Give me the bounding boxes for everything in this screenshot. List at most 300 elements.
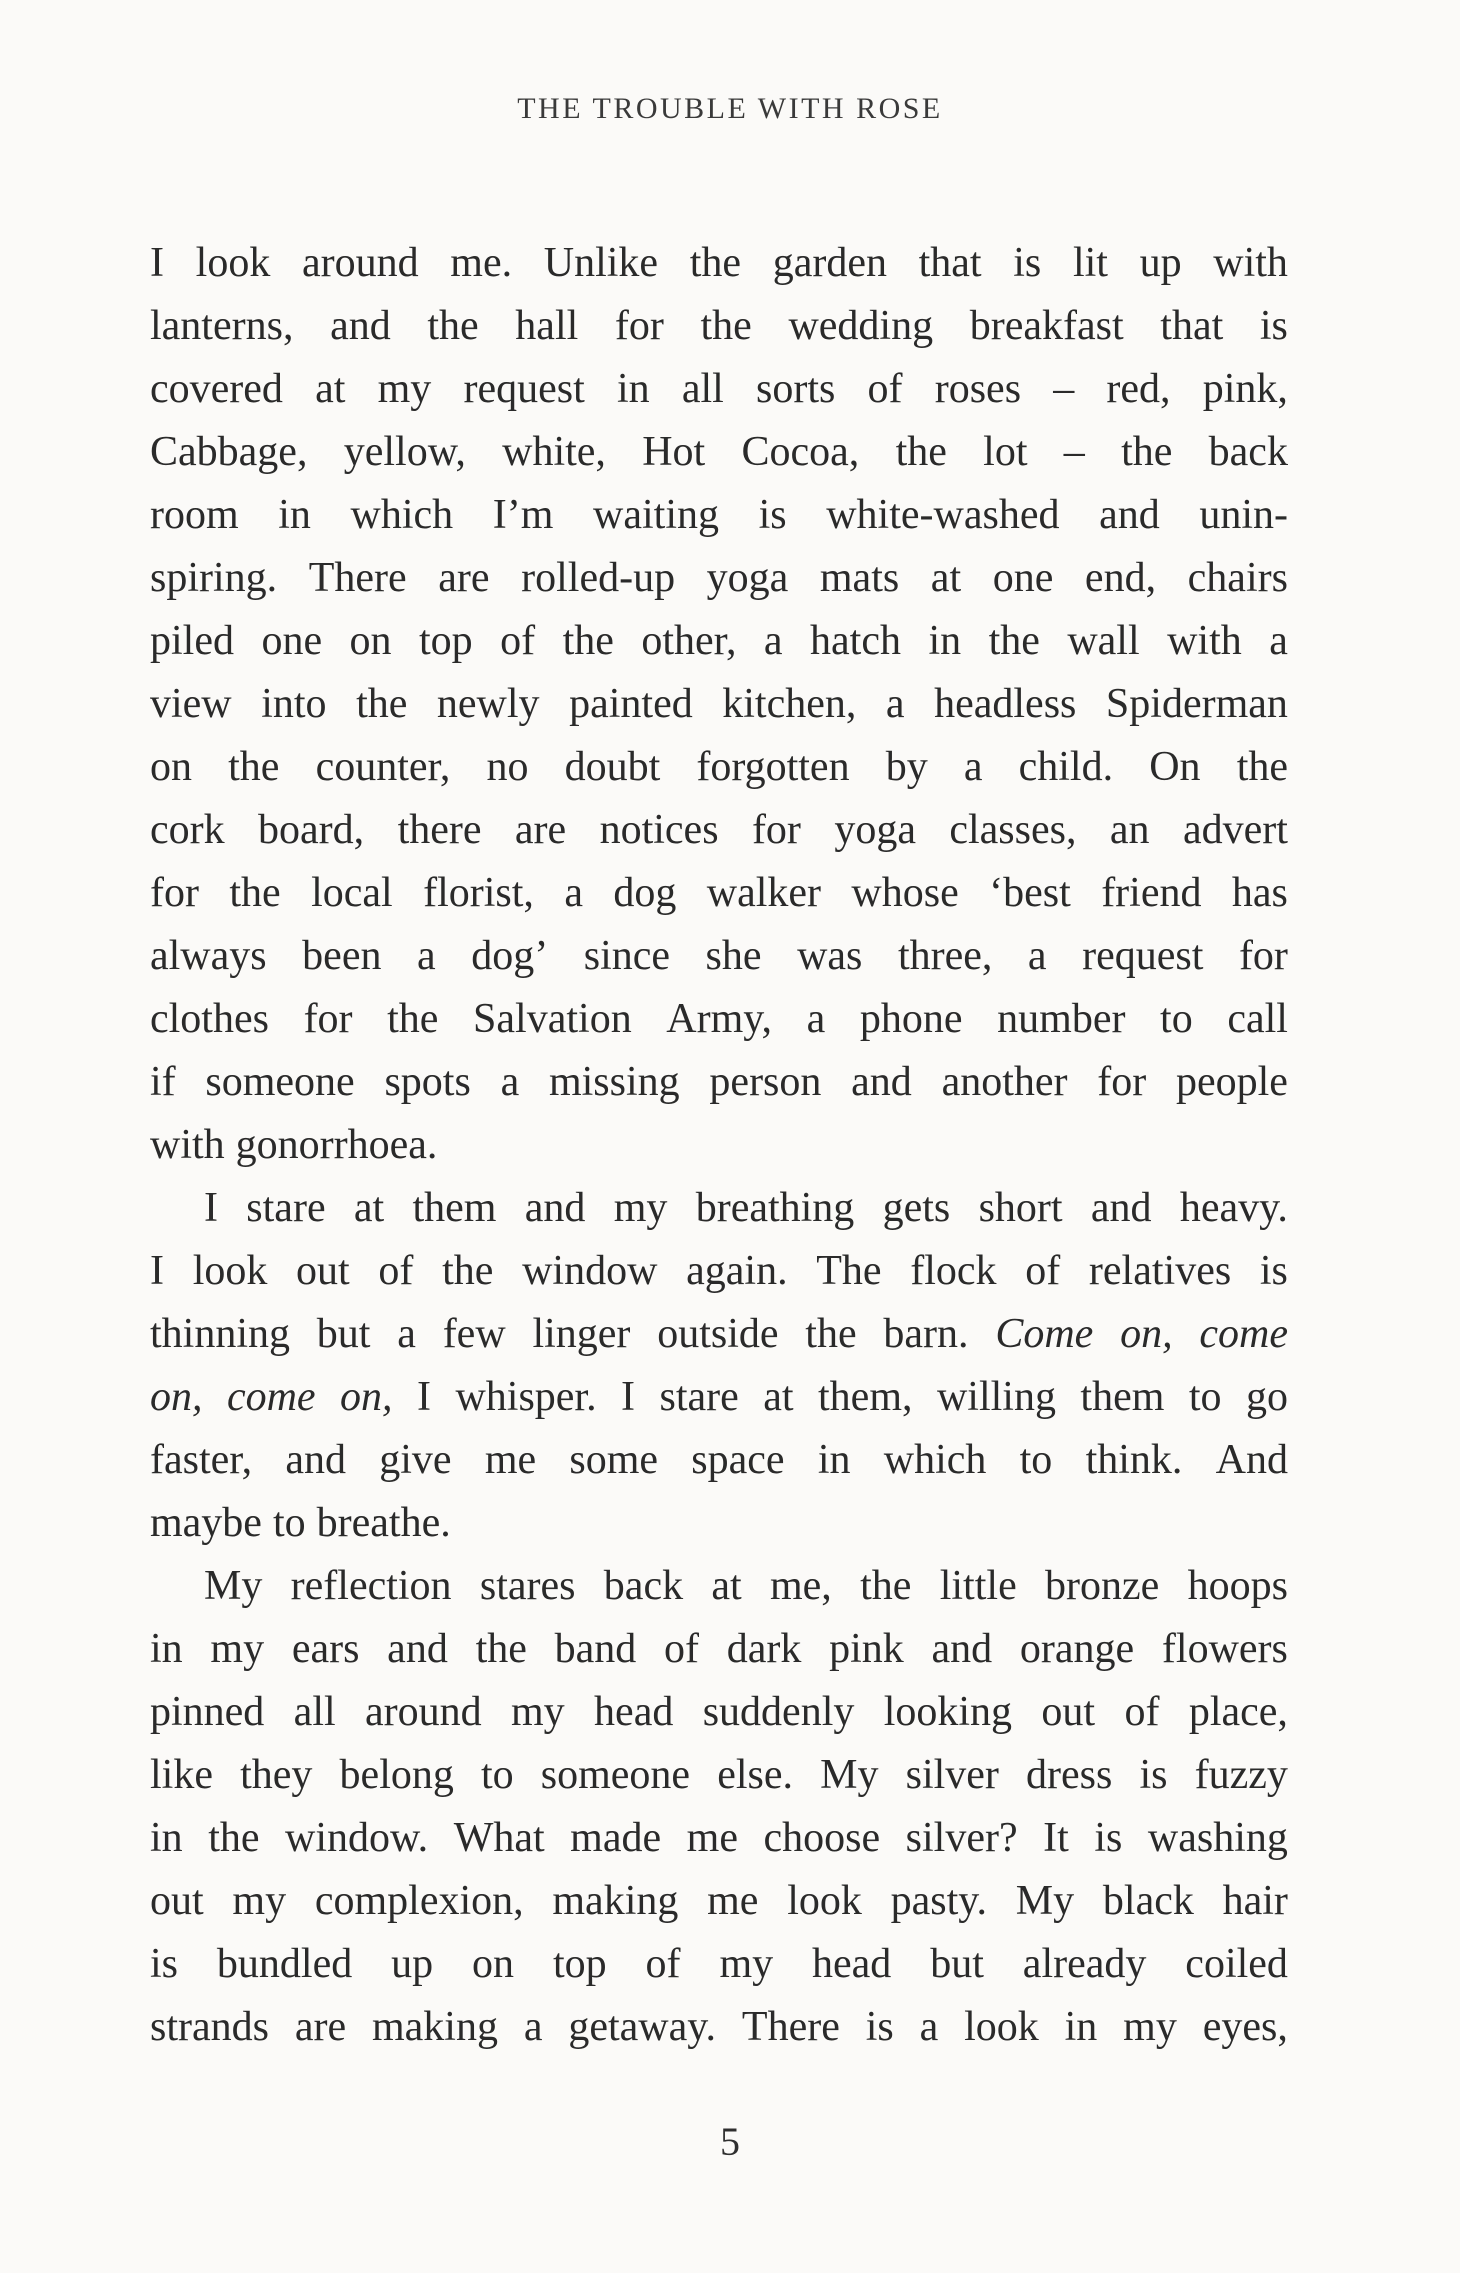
word: the: [1236, 744, 1288, 790]
word: up: [391, 1941, 434, 1987]
word: maybe: [150, 1500, 262, 1546]
word: my: [719, 1941, 774, 1987]
word: all: [681, 366, 724, 412]
word: of: [378, 1248, 414, 1294]
word: hatch: [810, 618, 901, 664]
word: gonorrhoea.: [235, 1122, 438, 1168]
word: but: [316, 1311, 371, 1357]
text-line: [150, 1303, 1288, 1366]
word: window.: [285, 1815, 429, 1861]
word: dress: [1026, 1752, 1113, 1798]
word: top: [419, 618, 473, 664]
word: Spiderman: [1105, 681, 1288, 727]
word: complexion,: [314, 1878, 524, 1924]
paragraph-2: [150, 1177, 1288, 1555]
word: around: [365, 1689, 482, 1735]
word: is: [758, 492, 787, 538]
word: to: [1019, 1437, 1053, 1483]
word: and: [524, 1185, 586, 1231]
word: wall: [1067, 618, 1140, 664]
word: at: [711, 1563, 742, 1609]
word: in: [928, 618, 962, 664]
word: three,: [897, 933, 993, 979]
word: someone: [205, 1059, 355, 1105]
word: me.: [450, 240, 513, 286]
word: for: [1238, 933, 1288, 979]
word: band: [554, 1626, 637, 1672]
word: the: [562, 618, 614, 664]
word: lot: [983, 429, 1028, 475]
word: red,: [1106, 366, 1171, 412]
word: the: [895, 429, 947, 475]
word: There: [308, 555, 407, 601]
word: ‘best: [989, 870, 1071, 916]
word: spiring.: [150, 555, 278, 601]
word: notices: [599, 807, 719, 853]
word: at: [763, 1374, 794, 1420]
word: a: [885, 681, 905, 727]
word: has: [1231, 870, 1288, 916]
word: the: [229, 870, 281, 916]
word: me: [484, 1437, 537, 1483]
text-line: [150, 1240, 1288, 1303]
word: short: [978, 1185, 1063, 1231]
word: at: [353, 1185, 385, 1231]
word: child.: [1018, 744, 1114, 790]
word: On: [1149, 744, 1201, 790]
word: in: [150, 1815, 183, 1861]
word: few: [442, 1311, 506, 1357]
word: she: [705, 933, 762, 979]
word: stare: [659, 1374, 739, 1420]
word: the: [427, 303, 479, 349]
word: waiting: [593, 492, 719, 538]
word: to: [1160, 996, 1193, 1042]
word: It: [1043, 1815, 1069, 1861]
word: getaway.: [568, 2004, 717, 2050]
word: for: [150, 870, 199, 916]
word: the: [988, 618, 1040, 664]
word: kitchen,: [722, 681, 857, 727]
word: a: [919, 2004, 939, 2050]
word: the: [475, 1626, 527, 1672]
text-line: [150, 1870, 1288, 1933]
word: but: [930, 1941, 984, 1987]
word: I: [416, 1374, 431, 1420]
word: of: [664, 1626, 699, 1672]
text-line: [150, 799, 1288, 862]
word: a: [564, 870, 583, 916]
word: bundled: [216, 1941, 353, 1987]
text-line: [150, 736, 1288, 799]
word: and: [851, 1059, 912, 1105]
word: they: [240, 1752, 313, 1798]
word: look: [192, 1248, 268, 1294]
word: are: [514, 807, 567, 853]
word: silver: [905, 1752, 999, 1798]
text-line: [150, 1933, 1288, 1996]
text-line: [150, 1681, 1288, 1744]
word: think.: [1085, 1437, 1183, 1483]
word: around: [301, 240, 419, 286]
word: painted: [569, 681, 693, 727]
word: My: [204, 1563, 263, 1609]
word: dark: [726, 1626, 802, 1672]
running-head: THE TROUBLE WITH ROSE: [517, 92, 943, 125]
word: look: [195, 240, 271, 286]
word: is: [1139, 1752, 1168, 1798]
word: some: [569, 1437, 659, 1483]
word: piled: [150, 618, 234, 664]
word: back: [1208, 429, 1288, 475]
word: to: [480, 1752, 514, 1798]
text-line: [150, 547, 1288, 610]
word: outside: [657, 1311, 779, 1357]
word: my: [377, 366, 432, 412]
word: another: [941, 1059, 1068, 1105]
word: the: [1121, 429, 1173, 475]
word: lit: [1072, 240, 1108, 286]
word: a: [763, 618, 783, 664]
text-line: [150, 484, 1288, 547]
word: a: [1269, 618, 1288, 664]
word: Cocoa,: [741, 429, 860, 475]
text-line: [150, 1429, 1288, 1492]
body-text: [150, 232, 1288, 2059]
word: is: [1259, 1248, 1288, 1294]
word: wedding: [788, 303, 934, 349]
word: with: [150, 1122, 225, 1168]
word: is: [1259, 303, 1288, 349]
text-line: [150, 421, 1288, 484]
word: breakfast: [969, 303, 1124, 349]
word: in: [150, 1626, 183, 1672]
word: –: [1063, 429, 1085, 475]
word: washing: [1147, 1815, 1288, 1861]
word: I’m: [492, 492, 554, 538]
word: for: [751, 807, 801, 853]
word: the: [805, 1311, 857, 1357]
word: of: [1025, 1248, 1061, 1294]
word: my: [613, 1185, 668, 1231]
word: head: [594, 1689, 674, 1735]
word: black: [1102, 1878, 1194, 1924]
text-line: [150, 673, 1288, 736]
word: are: [294, 2004, 347, 2050]
word: someone: [540, 1752, 691, 1798]
word: the: [356, 681, 408, 727]
word: the: [442, 1248, 494, 1294]
word: What: [453, 1815, 545, 1861]
word: and: [1090, 1185, 1152, 1231]
word: choose: [763, 1815, 881, 1861]
word: Salvation: [473, 996, 632, 1042]
word: since: [583, 933, 671, 979]
word: if: [150, 1059, 176, 1105]
word: already: [1022, 1941, 1147, 1987]
word: the: [208, 1815, 260, 1861]
word: was: [797, 933, 863, 979]
word: again.: [686, 1248, 788, 1294]
word: fuzzy: [1194, 1752, 1288, 1798]
word: local: [311, 870, 393, 916]
word: florist,: [423, 870, 534, 916]
word: are: [438, 555, 490, 601]
word: space: [691, 1437, 785, 1483]
word: mats: [819, 555, 900, 601]
word: rolled-up: [521, 555, 676, 601]
word: out: [296, 1248, 350, 1294]
word: look: [787, 1878, 862, 1924]
text-line: [150, 925, 1288, 988]
word: that: [1160, 303, 1224, 349]
word: one: [261, 618, 323, 664]
word: pink: [829, 1626, 904, 1672]
word: person: [709, 1059, 822, 1105]
word: my: [1123, 2004, 1177, 2050]
word: thinning: [150, 1311, 291, 1357]
text-line: [150, 232, 1288, 295]
word: the: [689, 240, 742, 286]
word: up: [1139, 240, 1182, 286]
word: ears: [291, 1626, 360, 1672]
word: Come: [995, 1311, 1094, 1357]
word: on,: [150, 1374, 203, 1420]
word: breathe.: [316, 1500, 451, 1546]
word: request: [463, 366, 585, 412]
word: stare: [246, 1185, 326, 1231]
word: the: [387, 996, 439, 1042]
word: and: [387, 1626, 448, 1672]
word: come: [226, 1374, 316, 1420]
word: them: [1080, 1374, 1165, 1420]
word: a: [397, 1311, 416, 1357]
word: I: [150, 240, 164, 286]
word: white-washed: [826, 492, 1060, 538]
text-line: [150, 1555, 1288, 1618]
word: hair: [1222, 1878, 1288, 1924]
word: one: [992, 555, 1054, 601]
word: making: [552, 1878, 679, 1924]
word: of: [500, 618, 536, 664]
word: for: [614, 303, 664, 349]
text-line: [150, 988, 1288, 1051]
word: advert: [1182, 807, 1288, 853]
word: yellow,: [343, 429, 466, 475]
word: the: [228, 744, 280, 790]
word: with: [1167, 618, 1242, 664]
text-line: [150, 862, 1288, 925]
word: and: [285, 1437, 346, 1483]
word: making: [372, 2004, 498, 2050]
word: white,: [502, 429, 606, 475]
word: dog: [613, 870, 677, 916]
text-line: [150, 1366, 1288, 1429]
word: And: [1215, 1437, 1288, 1483]
word: spots: [384, 1059, 471, 1105]
word: walker: [706, 870, 822, 916]
word: breathing: [695, 1185, 855, 1231]
word: yoga: [834, 807, 916, 853]
word: a: [500, 1059, 520, 1105]
word: been: [302, 933, 382, 979]
word: suddenly: [702, 1689, 855, 1735]
word: pink,: [1202, 366, 1288, 412]
text-line: [150, 295, 1288, 358]
word: of: [1124, 1689, 1160, 1735]
word: orange: [1019, 1626, 1135, 1672]
word: my: [511, 1689, 565, 1735]
word: I: [621, 1374, 636, 1420]
word: relatives: [1088, 1248, 1232, 1294]
word: chairs: [1187, 555, 1288, 601]
word: flock: [910, 1248, 997, 1294]
word: Army,: [666, 996, 773, 1042]
word: is: [1094, 1815, 1123, 1861]
paragraph-1: [150, 232, 1288, 1177]
word: unin-: [1199, 492, 1288, 538]
word: me: [707, 1878, 759, 1924]
word: garden: [772, 240, 887, 286]
word: them,: [818, 1374, 913, 1420]
word: end,: [1084, 555, 1157, 601]
word: board,: [258, 807, 365, 853]
word: Unlike: [543, 240, 659, 286]
word: yoga: [706, 555, 789, 601]
word: and: [931, 1626, 993, 1672]
word: a: [417, 933, 436, 979]
word: eyes,: [1202, 2004, 1288, 2050]
word: me: [686, 1815, 738, 1861]
word: give: [379, 1437, 452, 1483]
word: counter,: [315, 744, 451, 790]
word: and: [330, 303, 391, 349]
word: out: [150, 1878, 204, 1924]
word: me,: [770, 1563, 832, 1609]
text-line: [150, 358, 1288, 421]
word: people: [1176, 1059, 1288, 1105]
paragraph-3: [150, 1555, 1288, 2059]
text-line: [150, 1114, 1288, 1177]
word: I: [150, 1248, 164, 1294]
word: made: [570, 1815, 662, 1861]
word: top: [552, 1941, 607, 1987]
word: friend: [1101, 870, 1202, 916]
word: back: [603, 1563, 684, 1609]
word: strands: [150, 2004, 269, 2050]
text-line: [150, 1996, 1288, 2059]
word: the: [700, 303, 752, 349]
word: lanterns,: [150, 303, 294, 349]
word: is: [150, 1941, 179, 1987]
word: there: [397, 807, 482, 853]
word: faster,: [150, 1437, 253, 1483]
word: on,: [1120, 1311, 1173, 1357]
word: go: [1245, 1374, 1288, 1420]
word: little: [939, 1563, 1017, 1609]
word: the: [860, 1563, 912, 1609]
word: no: [486, 744, 529, 790]
word: of: [645, 1941, 681, 1987]
word: roses: [934, 366, 1022, 412]
word: a: [806, 996, 826, 1042]
word: clothes: [150, 996, 269, 1042]
text-line: [150, 1618, 1288, 1681]
word: room: [150, 492, 239, 538]
text-line: [150, 1492, 1288, 1555]
word: There: [741, 2004, 840, 2050]
word: my: [232, 1878, 287, 1924]
word: which: [883, 1437, 987, 1483]
word: bronze: [1045, 1563, 1160, 1609]
word: an: [1109, 807, 1150, 853]
word: linger: [532, 1311, 631, 1357]
word: The: [816, 1248, 882, 1294]
word: for: [303, 996, 353, 1042]
text-line: [150, 1177, 1288, 1240]
word: all: [293, 1689, 336, 1735]
word: for: [1097, 1059, 1147, 1105]
word: a: [523, 2004, 543, 2050]
word: whose: [851, 870, 959, 916]
word: them: [412, 1185, 497, 1231]
word: my: [210, 1626, 265, 1672]
page-number: 5: [720, 2119, 740, 2164]
word: is: [865, 2004, 894, 2050]
word: of: [867, 366, 903, 412]
word: I: [204, 1185, 218, 1231]
word: a: [1027, 933, 1047, 979]
word: forgotten: [696, 744, 850, 790]
word: on,: [340, 1374, 393, 1420]
word: My: [820, 1752, 879, 1798]
word: and: [1099, 492, 1160, 538]
word: in: [616, 366, 650, 412]
word: in: [1064, 2004, 1098, 2050]
word: hoops: [1187, 1563, 1288, 1609]
word: heavy.: [1179, 1185, 1288, 1231]
text-line: [150, 1051, 1288, 1114]
word: into: [261, 681, 327, 727]
word: on: [150, 744, 192, 790]
word: classes,: [949, 807, 1077, 853]
word: by: [885, 744, 928, 790]
word: flowers: [1161, 1626, 1288, 1672]
word: headless: [934, 681, 1077, 727]
word: My: [1015, 1878, 1075, 1924]
word: on: [349, 618, 392, 664]
word: head: [812, 1941, 892, 1987]
word: else.: [717, 1752, 793, 1798]
text-line: [150, 1744, 1288, 1807]
word: whisper.: [455, 1374, 597, 1420]
word: at: [315, 366, 346, 412]
word: willing: [936, 1374, 1056, 1420]
word: belong: [339, 1752, 454, 1798]
word: dog’: [471, 933, 549, 979]
word: with: [1213, 240, 1288, 286]
word: barn.: [883, 1311, 969, 1357]
word: doubt: [564, 744, 661, 790]
word: always: [150, 933, 267, 979]
word: window: [522, 1248, 658, 1294]
word: cork: [150, 807, 225, 853]
word: which: [350, 492, 454, 538]
text-line: [150, 1807, 1288, 1870]
word: that: [918, 240, 982, 286]
word: out: [1041, 1689, 1096, 1735]
word: call: [1227, 996, 1288, 1042]
